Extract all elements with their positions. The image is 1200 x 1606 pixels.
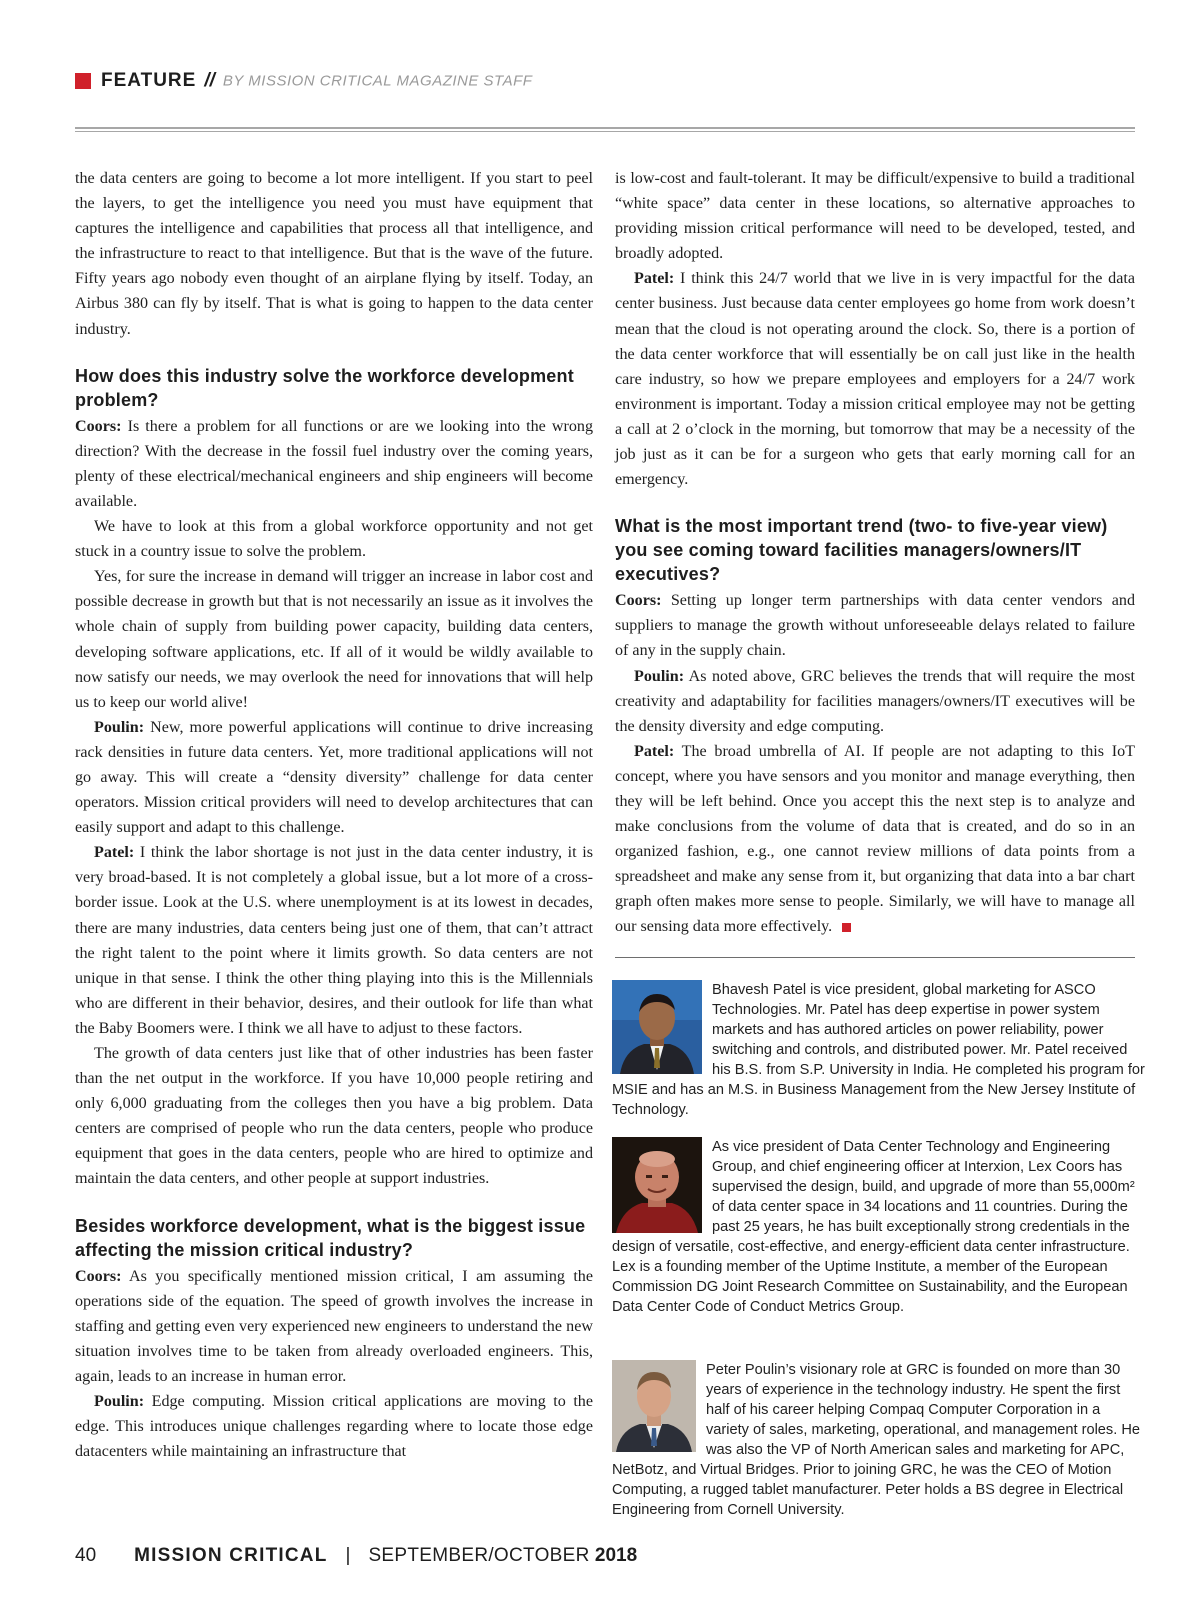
answer-paragraph (75, 414, 593, 514)
left-column (75, 166, 593, 1464)
speaker-name: Coors: (75, 1267, 122, 1285)
author-photo-poulin (612, 1360, 696, 1452)
header-rule-bottom (75, 131, 1135, 132)
answer-paragraph (615, 588, 1135, 663)
speaker-name: Coors: (615, 592, 662, 610)
issue-year: 2018 (594, 1545, 638, 1566)
author-photo-coors (612, 1137, 702, 1233)
answer-paragraph (75, 840, 593, 1041)
speaker-name: Patel: (94, 844, 135, 862)
paragraph: the data centers are going to become a lot more intelligent. If you start to peel the layers, to get the intelligence you need you must have equipment that captures the intelligence and capabilities that process all that intelligence, and the infrastructure to react to that intelligence. But that is the wave of the future. Fifty years ago nobody even thought of an airplane flying by itself. Today, an Airbus 380 can fly by itself. That is what is going to happen to the data center industry. (75, 170, 593, 338)
page-header (75, 70, 1135, 92)
bio-text: Peter Poulin’s visionary role at GRC is founded on more than 30 years of experience in the technology industry. He spent the first half of his career helping Compaq Computer Corporation in a variety of sales, marketing, operational, and management roles. He was also the VP of North American sales and marketing for APC, NetBotz, and Virtual Bridges. Prior to joining GRC, he was the CEO of Motion Computing, a rugged tablet manufacturer. Peter holds a BS degree in Electrical Engineering from Cornell University. (612, 1362, 1140, 1518)
answer-text: As noted above, GRC believes the trends that will require the most creativity and adaptability for facilities managers/owners/IT executives will be the density diversity and edge computing. (615, 667, 1135, 735)
answer-text: Edge computing. Mission critical applications are moving to the edge. This introduces unique challenges regarding where to locate those edge datacenters while maintaining an infrastructure that (75, 1393, 593, 1461)
question-heading: What is the most important trend (two- to five-year view) you see coming toward facilities managers/owners/IT executives? (615, 516, 1108, 585)
bio-patel (612, 980, 1146, 1120)
bio-divider (615, 957, 1135, 958)
answer-paragraph (615, 739, 1135, 940)
speaker-name: Patel: (634, 742, 675, 760)
header-separator: // (204, 70, 215, 91)
author-photo-patel (612, 980, 702, 1074)
end-of-article-mark (842, 923, 851, 932)
answer-paragraph (615, 664, 1135, 739)
issue-date: SEPTEMBER/OCTOBER (368, 1545, 590, 1566)
answer-text: As you specifically mentioned mission critical, I am assuming the operations side of the equation. The speed of growth involves the increase in staffing and getting even very experienced new engineers to understand the new situation involves time to be taken from already overloaded engineers. This, again, leads to an increase in human error. (75, 1267, 593, 1385)
bio-text: Bhavesh Patel is vice president, global marketing for ASCO Technologies. Mr. Patel has deep expertise in power system markets and has authored articles on power reliability, power switching and controls, and distributed power. Mr. Patel received his B.S. from S.P. University in India. He completed his program for MSIE and has an M.S. in Business Management from the New Jersey Institute of Technology. (612, 982, 1145, 1118)
page-footer (75, 1545, 637, 1567)
magazine-name: MISSION CRITICAL (134, 1545, 328, 1566)
footer-separator: | (345, 1545, 351, 1566)
bio-text: As vice president of Data Center Technology and Engineering Group, and chief engineering officer at Interxion, Lex Coors has supervised the design, build, and upgrade of more than 55,000m² of data center space in 34 locations and 11 countries. During the past 25 years, he has built exceptionally strong credentials in the design of versatile, cost-effective, and energy-efficient data center infrastructure. Lex is a founding member of the Uptime Institute, a member of the European Commission DG Joint Research Committee on Sustainability, and the European Data Center Code of Conduct Metrics Group. (612, 1139, 1135, 1315)
question-heading: How does this industry solve the workforce development problem? (75, 365, 574, 410)
paragraph: We have to look at this from a global workforce opportunity and not get stuck in a country issue to solve the problem. (75, 518, 593, 561)
byline: BY MISSION CRITICAL MAGAZINE STAFF (222, 72, 533, 90)
answer-text: I think this 24/7 world that we live in is very impactful for the data center business. Just because data center employees go home from work doesn’t mean that the cloud is not operating around the clock. So, there is a portion of the data center workforce that will essentially be on call just like in the health care industry, so how we prepare employees and employers for a 24/7 work environment is important. Today a mission critical employee may not be getting a call at 2 o’clock in the morning, but tomorrow that may be a necessity of the job just as it can be for a surgeon who gets that early morning call for an emergency. (615, 270, 1135, 489)
speaker-name: Poulin: (634, 667, 685, 685)
question-heading: Besides workforce development, what is the biggest issue affecting the mission critical industry? (75, 1215, 586, 1260)
section-label: FEATURE (101, 70, 197, 91)
answer-text: I think the labor shortage is not just in the data center industry, it is very broad-based. It is not completely a global issue, but a lot more of a cross-border issue. Look at the U.S. where unemployment is at its lowest in decades, there are many industries, data centers being just one of them, that can’t attract the right talent to the point where it limits growth. So data centers are not unique in that sense. I think the other thing playing into this is the Millennials who are different in their behavior, desires, and their outlook for life than what the Baby Boomers were. I think we all have to adjust to these factors. (75, 844, 593, 1037)
speaker-name: Patel: (634, 270, 675, 288)
answer-paragraph (75, 1389, 593, 1464)
right-column (615, 166, 1135, 940)
answer-text: Is there a problem for all functions or are we looking into the wrong direction? With the decrease in the fossil fuel industry over the coming years, plenty of these electrical/mechanical engineers and ship engineers will become available. (75, 417, 593, 510)
header-rule-top (75, 127, 1135, 129)
answer-paragraph (75, 715, 593, 840)
paragraph: The growth of data centers just like that of other industries has been faster than the net output in the workforce. If you have 10,000 people retiring and only 6,000 graduating from the colleges then you have a big problem. Data centers are comprised of people who run the data centers, people who produce equipment that goes in the data centers, people who are hired to optimize and maintain the data centers, and other people at support industries. (75, 1045, 593, 1188)
paragraph: Yes, for sure the increase in demand will trigger an increase in labor cost and possible decrease in growth but that is not necessarily an issue as it involves the whole chain of supply from building power capacity, building data centers, developing software applications, etc. If all of it would be wildly available to now satisfy our needs, we may overlook the need for innovations that will help us to keep our world alive! (75, 568, 593, 711)
paragraph: is low-cost and fault-tolerant. It may be difficult/expensive to build a traditional “white space” data center in these locations, so alternative approaches to providing mission critical performance will need to be developed, tested, and broadly adopted. (615, 170, 1135, 263)
page-number: 40 (75, 1545, 97, 1566)
answer-paragraph (615, 266, 1135, 492)
section-marker-square (75, 73, 91, 89)
answer-text: Setting up longer term partnerships with data center vendors and suppliers to manage the growth without unforeseeable delays related to failure of any in the supply chain. (615, 592, 1135, 660)
speaker-name: Poulin: (94, 1393, 145, 1411)
bio-coors (612, 1137, 1146, 1317)
answer-text: New, more powerful applications will continue to drive increasing rack densities in future data centers. Yet, more traditional applications will not go away. This will create a “density diversity” challenge for data center operators. Mission critical providers will need to develop architectures that can easily support and adapt to this challenge. (75, 718, 593, 837)
speaker-name: Coors: (75, 417, 122, 435)
answer-text: The broad umbrella of AI. If people are not adapting to this IoT concept, where you have sensors and you monitor and manage everything, then they will be left behind. Once you accept this the next step is to analyze and make conclusions from the volume of data that is created, and do so in an organized fashion, e.g., one cannot review millions of data points from a spreadsheet and make any sense from it, but organizing that data into a bar chart graph often makes more sense to people. Similarly, we will have to manage all our sensing data more effectively. (615, 742, 1135, 936)
speaker-name: Poulin: (94, 718, 145, 736)
bio-poulin (612, 1360, 1146, 1520)
answer-paragraph (75, 1264, 593, 1389)
